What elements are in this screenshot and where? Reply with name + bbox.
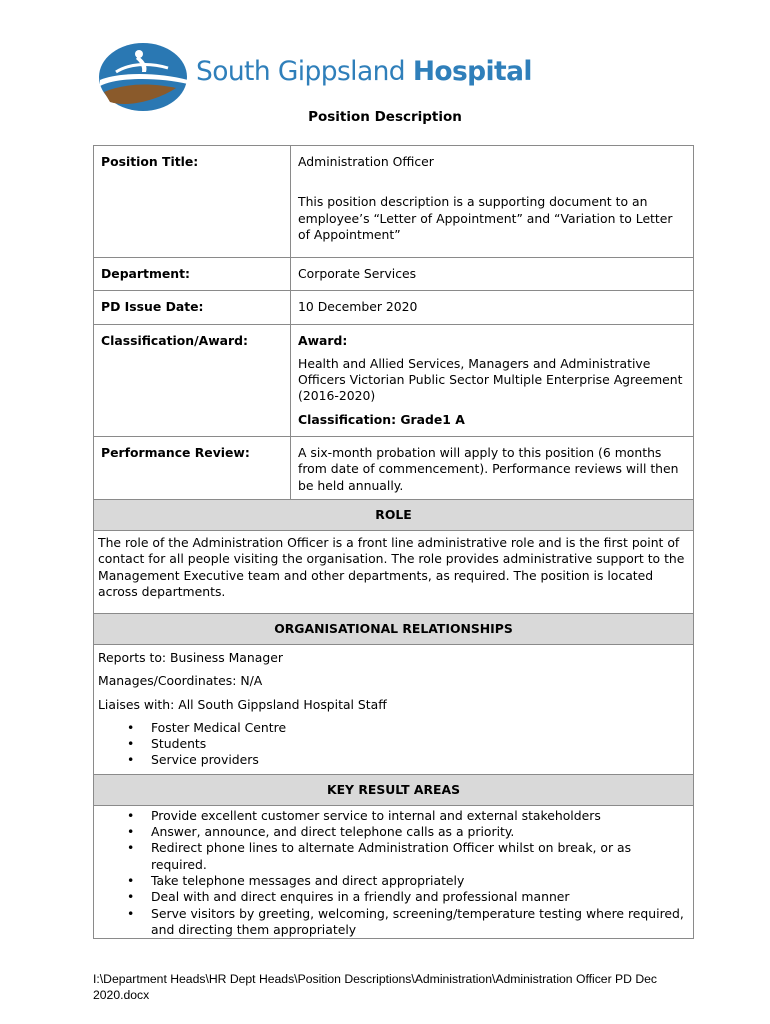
position-title-value: Administration Officer [298,154,434,169]
hospital-emblem-icon [98,42,190,112]
kra-cell [94,805,694,938]
relationships-cell [94,644,694,774]
classification-label: Classification/Award: [94,324,291,436]
position-title-row [94,146,694,258]
role-heading-row [94,499,694,530]
pd-issue-date-value: 10 December 2020 [291,291,694,324]
position-description-table [93,145,694,939]
position-title-label: Position Title: [94,146,291,258]
department-label: Department: [94,258,291,291]
kra-list [98,808,685,938]
position-title-cell [291,146,694,258]
award-heading: Award: [298,332,348,348]
role-heading: ROLE [94,499,694,530]
role-row [94,530,694,613]
classification-line: Classification: Grade1 A [298,411,465,427]
list-item: • Take telephone messages and direct appropriately [151,873,685,889]
department-value: Corporate Services [291,258,694,291]
classification-row [94,324,694,436]
list-item: • Deal with and direct enquires in a friendly and professional manner [151,889,685,905]
liaises-with: Liaises with: All South Gippsland Hospital Staff [98,696,387,712]
hospital-logo [98,42,532,112]
kra-heading-row [94,774,694,805]
award-text: Health and Allied Services, Managers and Administrative Officers Victorian Public Sector Multiple Enterprise Agreement (2016-2020) [298,355,683,404]
role-text: The role of the Administration Officer is a front line administrative role and is the first point of contact for all people visiting the organisation. The role provides administrative support to the Management Executive team and other departments, as required. The position is located across departments. [94,530,694,613]
reports-to: Reports to: Business Manager [98,649,283,665]
list-item: • Service providers [151,752,685,768]
performance-review-row [94,437,694,500]
file-path-footer: I:\Department Heads\HR Dept Heads\Position Descriptions\Administration\Administration Officer PD Dec 2020.docx [93,972,658,1002]
position-title-note: This position description is a supporting document to an employee’s “Letter of Appointment” and “Variation to Letter of Appointment” [298,194,673,242]
relationships-heading-row [94,613,694,644]
list-item: • Answer, announce, and direct telephone calls as a priority. [151,824,685,840]
classification-cell [291,324,694,436]
performance-review-label: Performance Review: [94,437,291,500]
pd-issue-date-label: PD Issue Date: [94,291,291,324]
liaises-list [98,720,685,769]
kra-heading: KEY RESULT AREAS [94,774,694,805]
department-row [94,258,694,291]
performance-review-value: A six-month probation will apply to this position (6 months from date of commencement). Performance reviews will then be held annually. [291,437,694,500]
relationships-heading: ORGANISATIONAL RELATIONSHIPS [94,613,694,644]
pd-issue-date-row [94,291,694,324]
list-item: • Students [151,736,685,752]
manages-coordinates: Manages/Coordinates: N/A [98,673,263,689]
relationships-row [94,644,694,774]
list-item: • Provide excellent customer service to internal and external stakeholders [151,808,685,824]
hospital-name: South Gippsland Hospital [196,56,532,87]
kra-row [94,805,694,938]
list-item: • Redirect phone lines to alternate Administration Officer whilst on break, or as required. [151,840,685,873]
list-item: • Serve visitors by greeting, welcoming, screening/temperature testing where required, and directing them appropriately [151,906,685,939]
list-item: • Foster Medical Centre [151,720,685,736]
page-title: Position Description [308,109,462,125]
